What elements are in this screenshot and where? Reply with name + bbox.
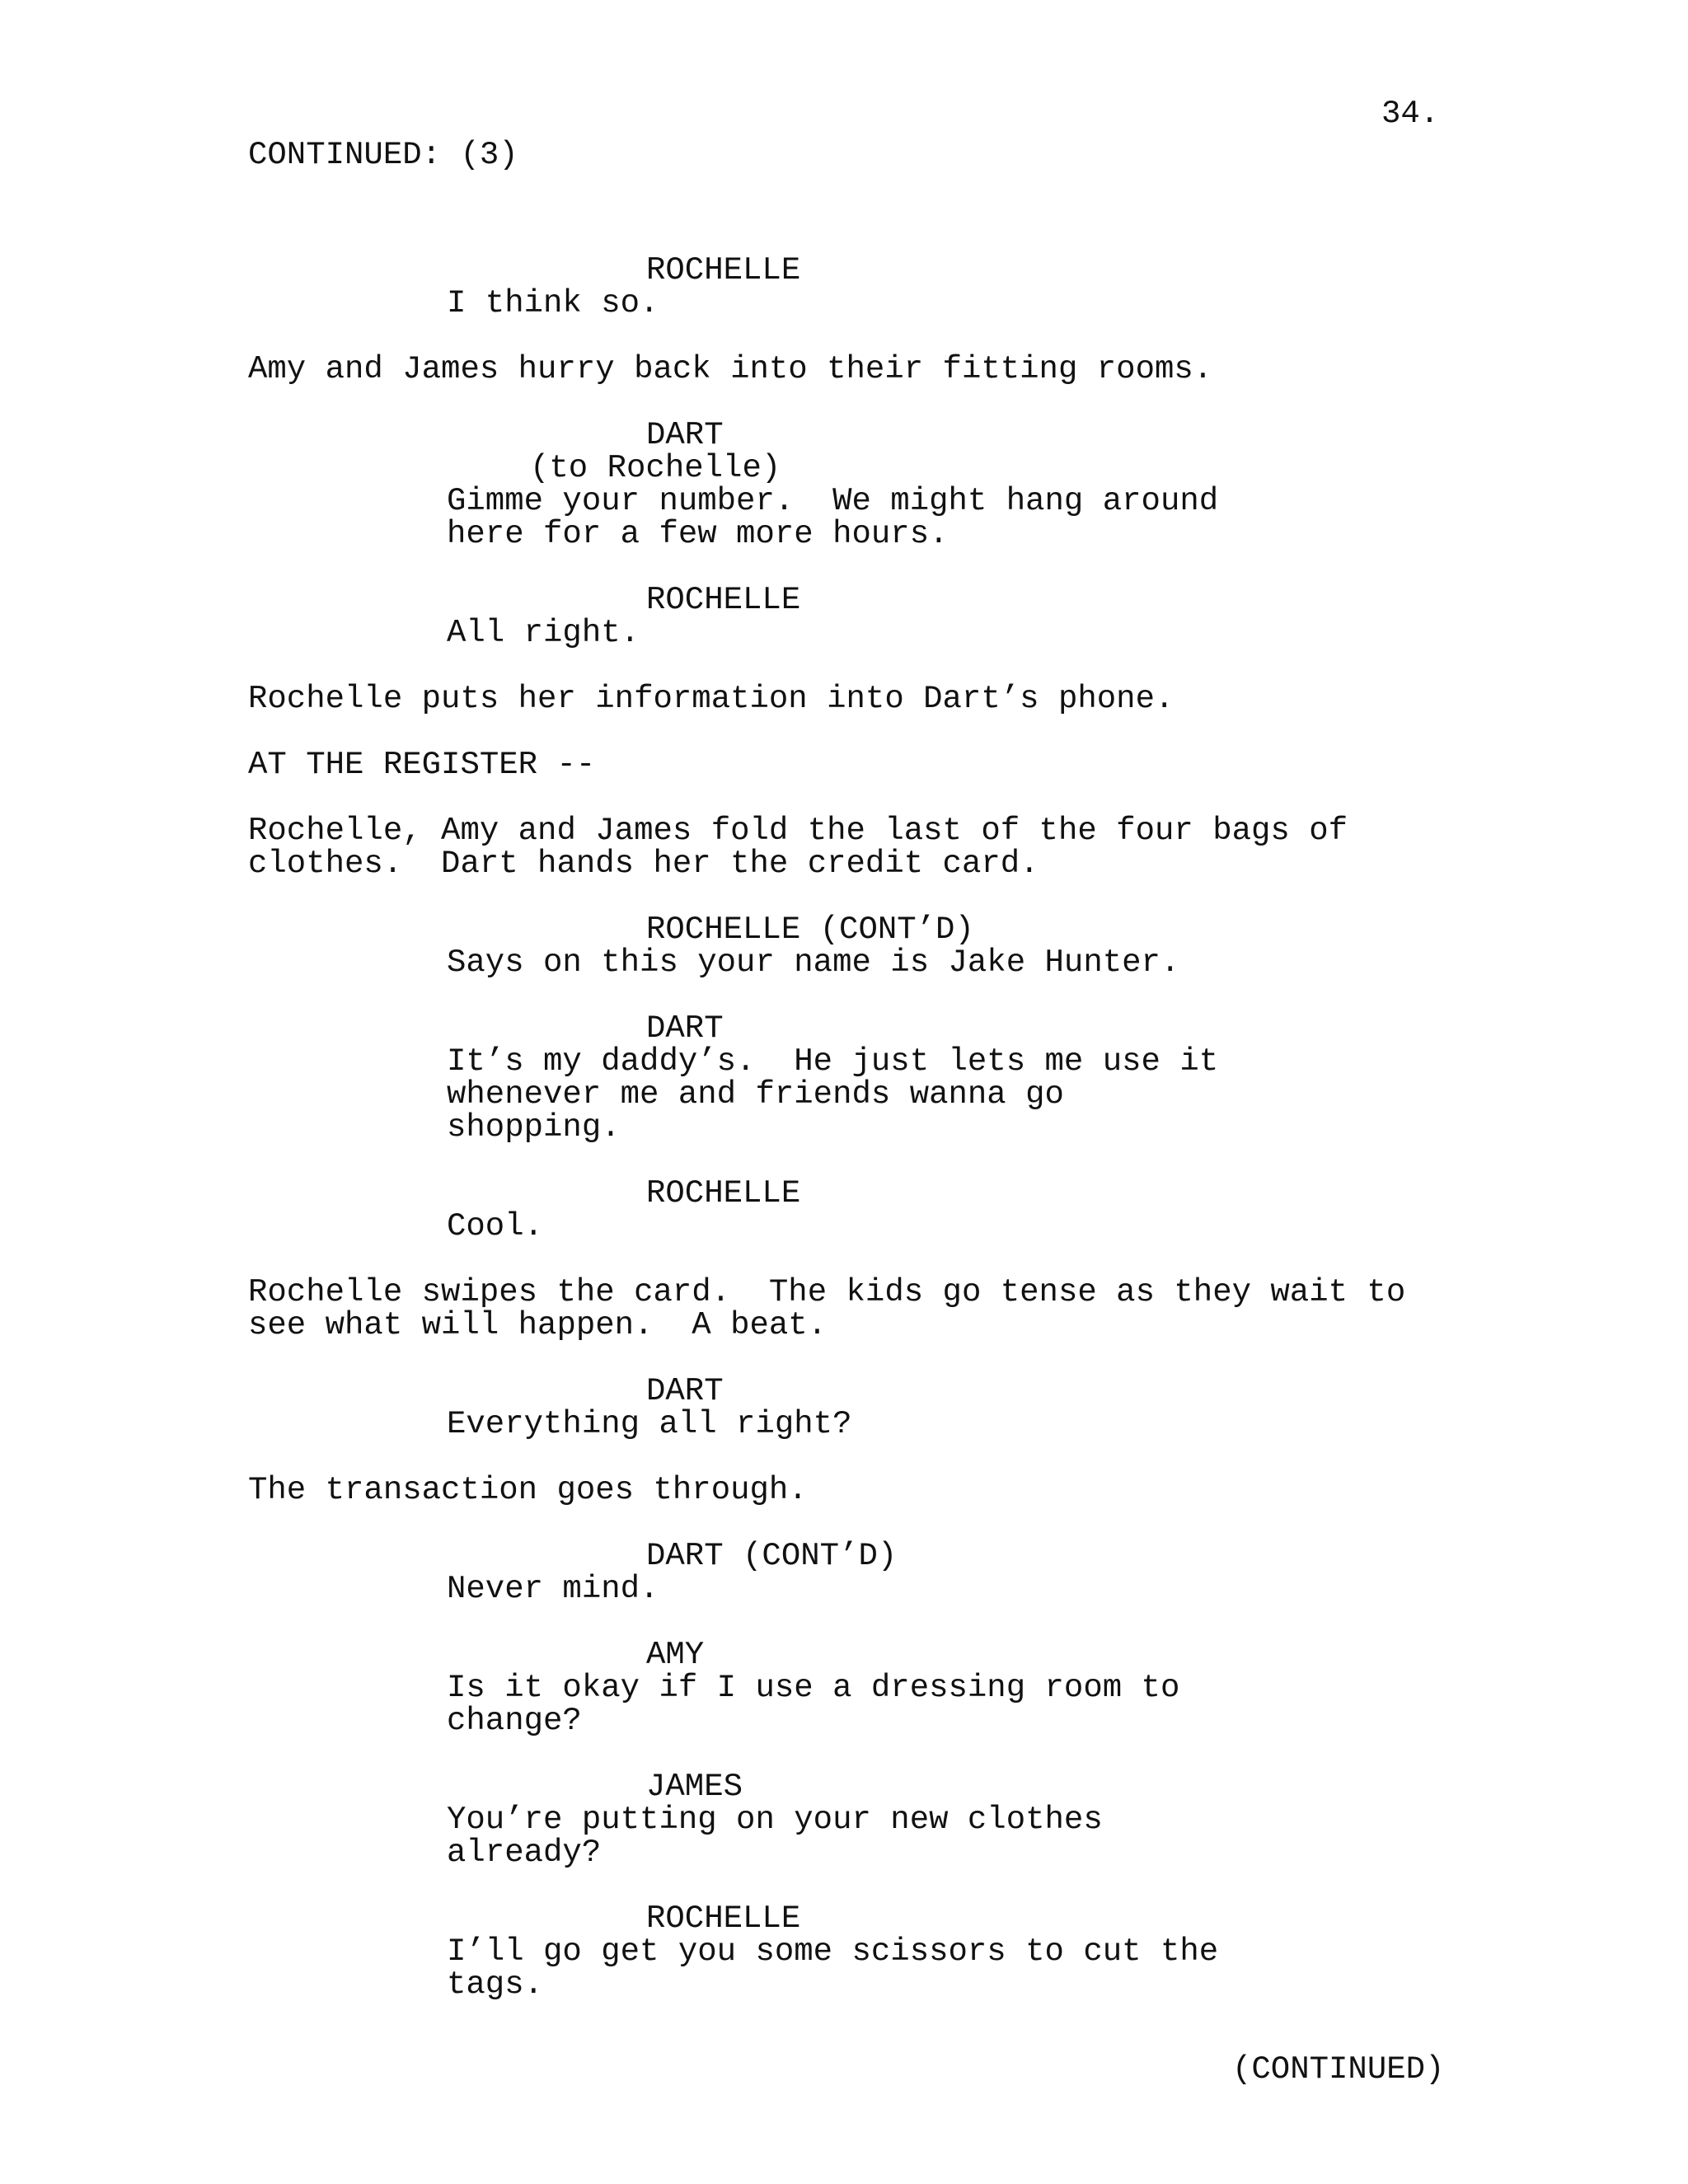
character-cue: DART [646,1373,724,1409]
scene-sub-heading: AT THE REGISTER -- [248,747,596,783]
action-line: Amy and James hurry back into their fitting rooms. [248,351,1213,387]
continued-header: CONTINUED: (3) [248,137,518,173]
continued-footer: (CONTINUED) [1232,2051,1445,2088]
character-cue: JAMES [646,1769,743,1805]
action-line: see what will happen. A beat. [248,1307,828,1343]
action-line: Rochelle puts her information into Dart’s phone. [248,681,1175,717]
dialogue-line: Cool. [447,1208,544,1244]
character-cue: ROCHELLE [646,1900,801,1937]
action-line: Rochelle, Amy and James fold the last of the four bags of [248,813,1348,849]
character-cue: AMY [646,1637,705,1673]
character-cue: ROCHELLE [646,582,801,618]
action-line: Rochelle swipes the card. The kids go tense as they wait to [248,1274,1406,1310]
action-line: clothes. Dart hands her the credit card. [248,846,1039,882]
parenthetical: (to Rochelle) [530,450,781,486]
character-cue: ROCHELLE (CONT’D) [646,912,974,948]
dialogue-line: whenever me and friends wanna go [447,1076,1064,1113]
character-cue: ROCHELLE [646,252,801,288]
page-number: 34. [1381,96,1440,132]
dialogue-line: tags. [447,1966,544,2003]
character-cue: DART (CONT’D) [646,1538,898,1574]
dialogue-line: It’s my daddy’s. He just lets me use it [447,1043,1219,1080]
dialogue-line: Is it okay if I use a dressing room to [447,1670,1180,1706]
dialogue-line: shopping. [447,1109,621,1146]
dialogue-line: change? [447,1703,582,1739]
dialogue-line: Says on this your name is Jake Hunter. [447,944,1180,981]
character-cue: DART [646,1010,724,1047]
character-cue: ROCHELLE [646,1175,801,1212]
character-cue: DART [646,417,724,453]
dialogue-line: Everything all right? [447,1406,852,1442]
dialogue-line: You’re putting on your new clothes [447,1802,1103,1838]
action-line: The transaction goes through. [248,1472,808,1508]
dialogue-line: Never mind. [447,1571,659,1607]
dialogue-line: I’ll go get you some scissors to cut the [447,1933,1219,1970]
dialogue-line: here for a few more hours. [447,516,949,552]
dialogue-line: All right. [447,615,640,651]
dialogue-line: already? [447,1835,602,1871]
dialogue-line: Gimme your number. We might hang around [447,483,1219,519]
dialogue-line: I think so. [447,285,659,321]
